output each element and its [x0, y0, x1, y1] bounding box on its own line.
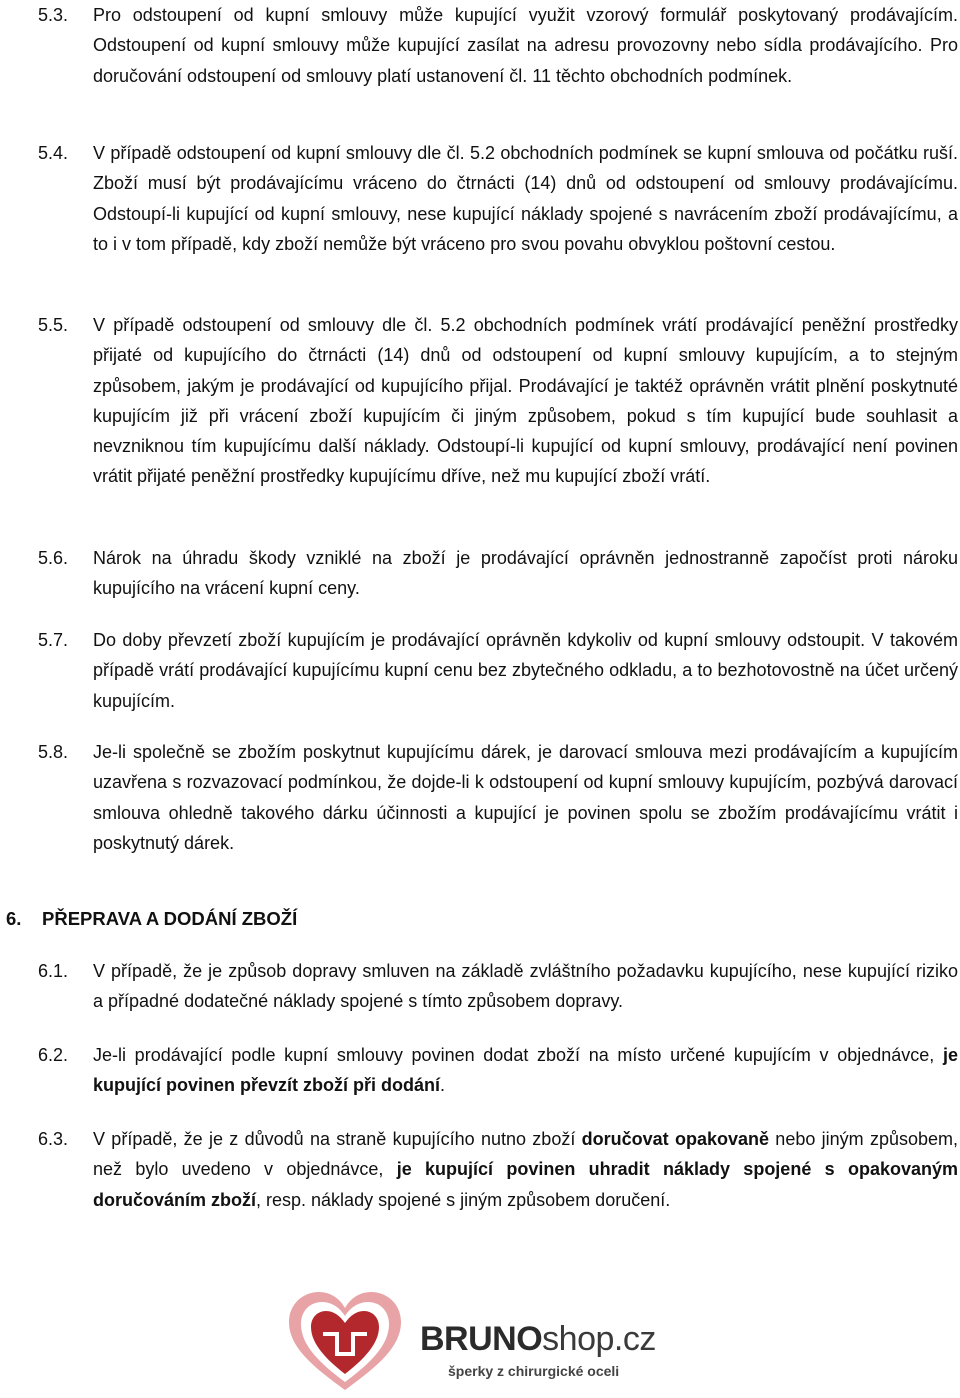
clause-5-4: [38, 138, 958, 259]
clause-text: Je-li společně se zbožím poskytnut kupujícímu dárek, je darovací smlouva mezi prodávajícím a kupujícím uzavřena s rozvazovací podmínkou, že dojde-li k odstoupení od kupní smlouvy kupujícím, pozbývá darovací smlouva ohledně takového dárku účinnosti a kupující je povinen spolu se zbožím prodávajícímu vrátit i poskytnutý dárek.: [93, 742, 958, 853]
brand-tagline: šperky z chirurgické oceli: [448, 1363, 620, 1379]
heart-logo-icon: [275, 1282, 415, 1398]
section-number: 6.: [6, 908, 22, 929]
clause-text: [93, 1124, 958, 1215]
clause-5-7: [38, 625, 958, 716]
clause-5-3: [38, 0, 958, 91]
bold-text-run: doručovat opakovaně: [581, 1129, 769, 1149]
text-run: , resp. náklady spojené s jiným způsobem doručení.: [256, 1189, 671, 1210]
text-run: nebo jiným způsobem, než bylo uvedeno v objednávce,: [93, 1129, 959, 1180]
brand-name-bold: BRUNO: [420, 1320, 543, 1358]
text-run: V případě, že je z důvodů na straně kupujícího nutno zboží: [93, 1129, 582, 1149]
clause-6-1: [38, 956, 958, 1017]
clause-number: 5.6.: [38, 548, 69, 568]
text-run: .: [440, 1075, 446, 1096]
section-heading: [6, 904, 297, 934]
clause-text: Pro odstoupení od kupní smlouvy může kupující využit vzorový formulář poskytovaný prodávajícím. Odstoupení od kupní smlouvy může kupující zasílat na adresu provozovny nebo sídla prodávajícího. Pro doručování odstoupení od smlouvy platí ustanovení čl. 11 těchto obchodních podmínek.: [93, 5, 958, 86]
bold-text-run: je kupující povinen převzít zboží při dodání: [93, 1045, 958, 1096]
clause-5-5: [38, 310, 958, 492]
clause-text: V případě odstoupení od kupní smlouvy dle čl. 5.2 obchodních podmínek se kupní smlouva od počátku ruší. Zboží musí být prodávajícímu vráceno do čtrnácti (14) dnů od odstoupení od smlouvy prodávajícímu. Odstoupí-li kupující od kupní smlouvy, nese kupující náklady spojené s navrácením zboží prodávajícímu, a to i v tom případě, kdy zboží nemůže být vráceno pro svou povahu obvyklou poštovní cestou.: [93, 143, 958, 254]
brand-name: [420, 1320, 656, 1359]
clause-6-3: [38, 1124, 958, 1215]
section-title: PŘEPRAVA A DODÁNÍ ZBOŽÍ: [42, 908, 298, 929]
clause-number: 6.1.: [38, 961, 69, 981]
clause-number: 5.4.: [38, 143, 69, 163]
clause-6-2: [38, 1040, 958, 1101]
clause-text: [93, 1040, 958, 1101]
clause-text: Do doby převzetí zboží kupujícím je prodávající oprávněn kdykoliv od kupní smlouvy odstoupit. V takovém případě vrátí prodávající kupujícímu kupní cenu bez zbytečného odkladu, a to bezhotovostně na účet určený kupujícím.: [93, 630, 958, 711]
brand-logo: [275, 1282, 675, 1398]
text-run: Je-li prodávající podle kupní smlouvy povinen dodat zboží na místo určené kupujícím v objednávce,: [93, 1045, 943, 1065]
clause-number: 6.3.: [38, 1129, 69, 1149]
brand-name-domain: shop.cz: [542, 1320, 656, 1358]
bold-text-run: je kupující povinen uhradit náklady spojené s opakovaným doručováním zboží: [93, 1159, 958, 1210]
clause-5-8: [38, 737, 958, 858]
clause-number: 5.5.: [38, 315, 69, 335]
clause-5-6: [38, 543, 958, 604]
clause-text: V případě odstoupení od smlouvy dle čl. 5.2 obchodních podmínek vrátí prodávající peněžní prostředky přijaté od kupujícího do čtrnácti (14) dnů od odstoupení od kupní smlouvy kupujícím, a to stejným způsobem, jakým je prodávající od kupujícího přijal. Prodávající je taktéž oprávněn vrátit plnění poskytnuté kupujícím již při vrácení zboží kupujícím či jiným způsobem, pokud s tím kupující bude souhlasit a nevzniknou tím kupujícímu další náklady. Odstoupí-li kupující od kupní smlouvy, prodávající není povinen vrátit přijaté peněžní prostředky kupujícímu dříve, než mu kupující zboží vrátí.: [93, 315, 958, 487]
clause-number: 5.8.: [38, 742, 69, 762]
clause-number: 5.3.: [38, 5, 69, 25]
clause-text: Nárok na úhradu škody vzniklé na zboží je prodávající oprávněn jednostranně započíst proti nároku kupujícího na vrácení kupní ceny.: [93, 548, 958, 599]
clause-text: V případě, že je způsob dopravy smluven na základě zvláštního požadavku kupujícího, nese kupující riziko a případné dodatečné náklady spojené s tímto způsobem dopravy.: [93, 961, 958, 1012]
clause-number: 6.2.: [38, 1045, 69, 1065]
clause-number: 5.7.: [38, 630, 69, 650]
